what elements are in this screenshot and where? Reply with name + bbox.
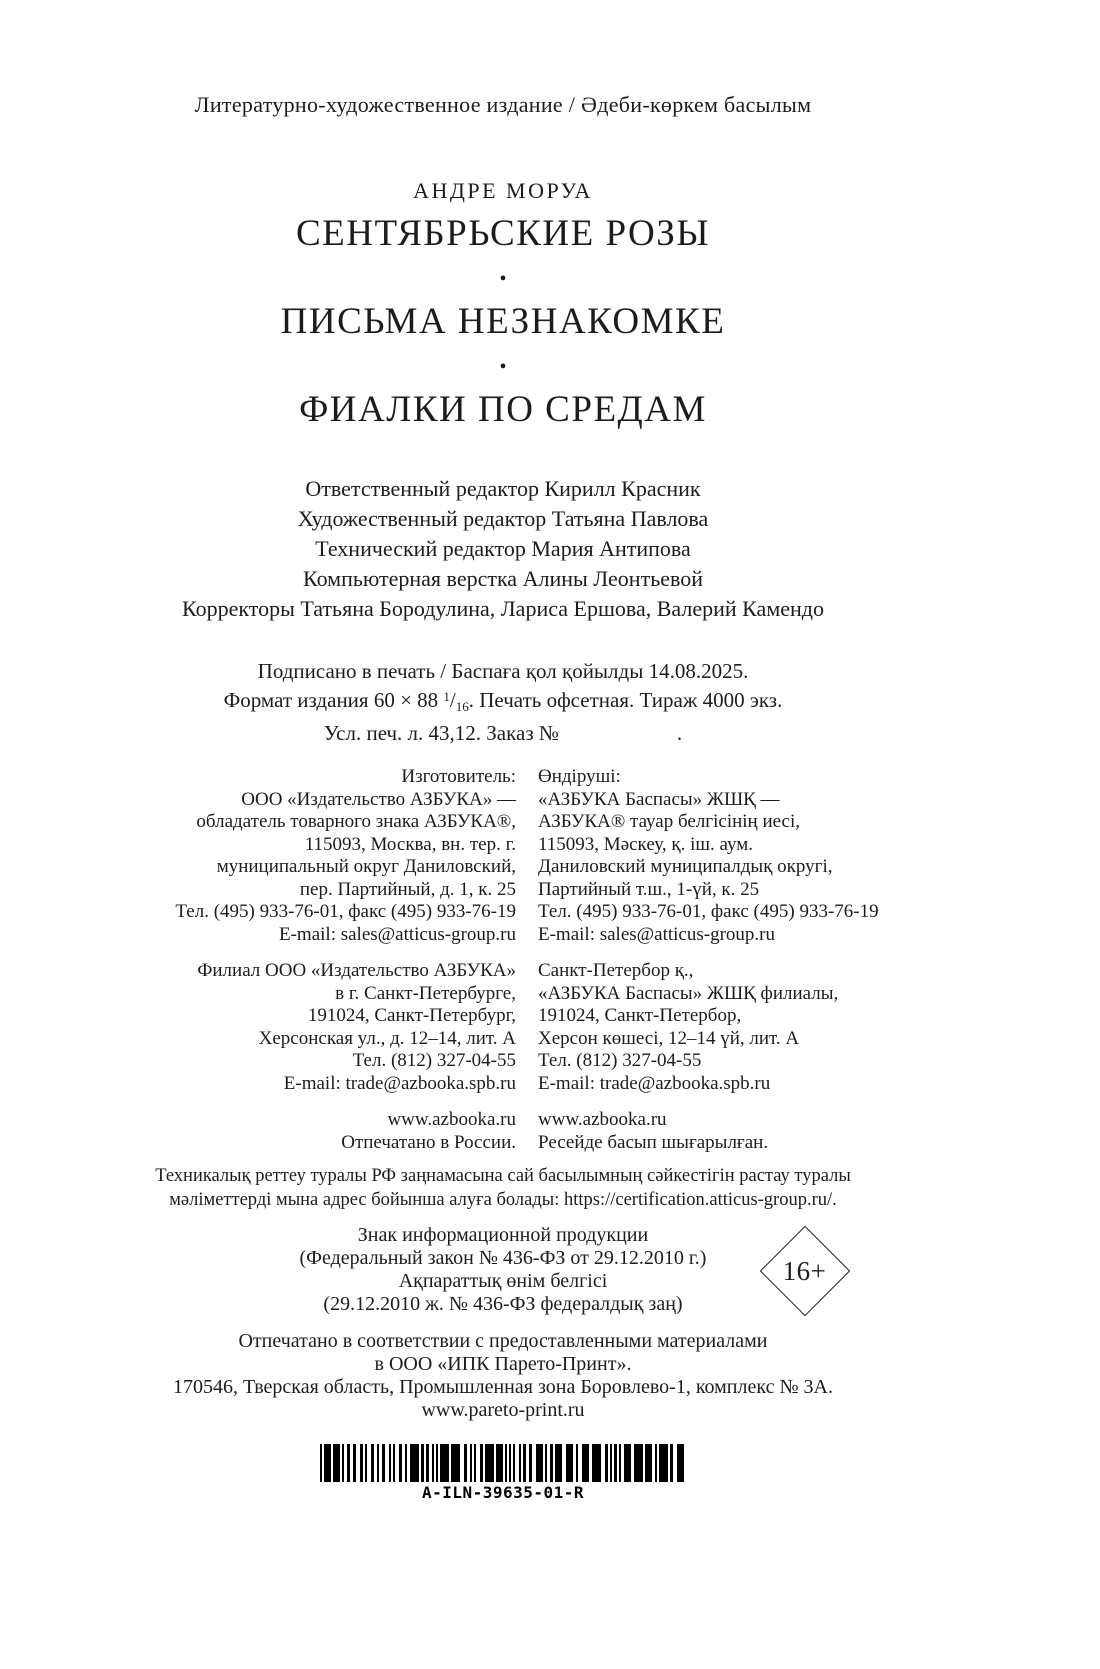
- fraction-slash: /: [449, 688, 456, 712]
- printing-house-address: 170546, Тверская область, Промышленная зона Боровлево-1, комплекс № 3А.: [173, 1376, 833, 1398]
- email-line: E-mail: sales@atticus-group.ru: [538, 923, 775, 945]
- branch-block-ru: [78, 960, 516, 1095]
- format-suffix: . Печать офсетная. Тираж 4000 экз.: [468, 688, 783, 712]
- address-line: пер. Партийный, д. 1, к. 25: [299, 878, 516, 900]
- manufacturer-block-kz: [538, 766, 928, 946]
- printing-house-name: в ООО «ИПК Парето-Принт».: [374, 1353, 632, 1375]
- staff-line-layout: Компьютерная верстка Алины Леонтьевой: [302, 566, 704, 591]
- email-line: E-mail: sales@atticus-group.ru: [279, 923, 516, 945]
- printed-according-line: Отпечатано в соответствии с предоставленными материалами: [238, 1330, 768, 1352]
- age-rating-value: 16+: [783, 1255, 827, 1286]
- book-title-1: СЕНТЯБРЬСКИЕ РОЗЫ: [296, 213, 710, 254]
- email-line: E-mail: trade@azbooka.spb.ru: [538, 1072, 771, 1094]
- publisher-name: «АЗБУКА Баспасы» ЖШҚ —: [538, 788, 780, 810]
- certification-line: мәліметтерді мына адрес бойынша алуға болады: https://certification.atticus-group.ru/.: [169, 1190, 837, 1210]
- phone-line: Тел. (495) 933-76-01, факс (495) 933-76-19: [175, 901, 516, 922]
- printed-in-line: Ресейде басып шығарылған.: [538, 1131, 769, 1153]
- phone-line: Тел. (495) 933-76-01, факс (495) 933-76-19: [538, 901, 879, 922]
- publisher-column-kazakh: [538, 766, 928, 1154]
- certification-line: Техникалық реттеу туралы РФ заңнамасына сай басылымның сәйкестігін растау туралы: [155, 1166, 851, 1186]
- manufacturer-block-ru: [78, 766, 516, 946]
- author-name: АНДРЕ МОРУА: [413, 178, 593, 203]
- staff-line-proofreaders: Корректоры Татьяна Бородулина, Лариса Ершова, Валерий Камендо: [182, 596, 824, 621]
- address-line: Партийный т.ш., 1-үй, к. 25: [538, 878, 760, 900]
- address-line: Херсон көшесі, 12–14 үй, лит. А: [538, 1027, 800, 1049]
- branch-name: «АЗБУКА Баспасы» ЖШҚ филиалы,: [538, 982, 839, 1004]
- website-line: www.azbooka.ru: [538, 1109, 667, 1130]
- address-line: муниципальный округ Даниловский,: [216, 856, 516, 877]
- book-title-3: ФИАЛКИ ПО СРЕДАМ: [299, 389, 707, 430]
- info-product-sign-ru: Знак информационной продукции: [357, 1224, 649, 1246]
- book-title-2: ПИСЬМА НЕЗНАКОМКЕ: [280, 301, 726, 342]
- address-line: Херсонская ул., д. 12–14, лит. А: [258, 1027, 516, 1049]
- order-prefix: Усл. печ. л. 43,12. Заказ №: [323, 721, 559, 745]
- format-prefix: Формат издания 60 × 88: [223, 688, 444, 712]
- email-line: E-mail: trade@azbooka.spb.ru: [283, 1072, 516, 1094]
- branch-city: Санкт-Петербор қ.,: [538, 960, 694, 981]
- publisher-columns: [78, 766, 928, 1154]
- fraction-numerator: 1: [443, 689, 450, 704]
- staff-line-responsible-editor: Ответственный редактор Кирилл Красник: [305, 476, 701, 501]
- age-rating-section: [78, 1224, 928, 1316]
- trademark-line: обладатель товарного знака АЗБУКА®,: [196, 811, 516, 832]
- manufacturer-label: Өндіруші:: [538, 766, 621, 787]
- federal-law-ru: (Федеральный закон № 436-ФЗ от 29.12.2010 г.): [299, 1247, 707, 1269]
- edition-line: Литературно-художественное издание / Әдеби-көркем басылым: [194, 92, 812, 117]
- barcode-section: [78, 1444, 928, 1502]
- address-line: Даниловский муниципалдық округі,: [538, 856, 833, 877]
- barcode: [78, 1444, 928, 1482]
- printing-house-info: [78, 1330, 928, 1422]
- fraction-denominator: 16: [455, 699, 469, 714]
- phone-line: Тел. (812) 327-04-55: [352, 1050, 516, 1071]
- staff-line-technical-editor: Технический редактор Мария Антипова: [315, 536, 691, 561]
- colophon-page: [78, 0, 928, 1502]
- phone-line: Тел. (812) 327-04-55: [538, 1050, 702, 1071]
- website-line: www.azbooka.ru: [387, 1109, 516, 1130]
- info-product-sign-kz: Ақпараттық өнім белгісі: [398, 1270, 608, 1292]
- address-line: 191024, Санкт-Петербург,: [307, 1005, 516, 1026]
- trademark-line: АЗБУКА® тауар белгісінің иесі,: [538, 811, 800, 832]
- address-line: 191024, Санкт-Петербор,: [538, 1005, 742, 1026]
- publisher-column-russian: [78, 766, 516, 1154]
- print-run-info: [78, 658, 928, 746]
- printing-house-website: www.pareto-print.ru: [421, 1399, 585, 1421]
- certification-note: [78, 1164, 928, 1212]
- website-block-ru: [78, 1109, 516, 1154]
- branch-block-kz: [538, 960, 928, 1095]
- separator-dot: •: [499, 268, 507, 290]
- address-line: 115093, Мәскеу, қ. іш. аум.: [538, 833, 754, 855]
- website-block-kz: [538, 1109, 928, 1154]
- format-line: [78, 684, 928, 720]
- order-line: [78, 720, 928, 746]
- federal-law-kz: (29.12.2010 ж. № 436-ФЗ федералдық заң): [323, 1293, 683, 1315]
- branch-city: в г. Санкт-Петербурге,: [335, 982, 516, 1004]
- signed-to-print-line: Подписано в печать / Баспаға қол қойылды 14.08.2025.: [257, 659, 749, 683]
- publisher-name: ООО «Издательство АЗБУКА» —: [241, 788, 516, 810]
- address-line: 115093, Москва, вн. тер. г.: [304, 833, 516, 855]
- separator-dot: •: [499, 356, 507, 378]
- order-suffix: .: [676, 721, 683, 745]
- staff-credits: [78, 474, 928, 624]
- barcode-label: A-ILN-39635-01-R: [421, 1483, 585, 1502]
- printed-in-line: Отпечатано в России.: [341, 1131, 516, 1153]
- manufacturer-label: Изготовитель:: [401, 766, 516, 787]
- branch-name: Филиал ООО «Издательство АЗБУКА»: [197, 960, 516, 981]
- staff-line-art-editor: Художественный редактор Татьяна Павлова: [297, 506, 709, 531]
